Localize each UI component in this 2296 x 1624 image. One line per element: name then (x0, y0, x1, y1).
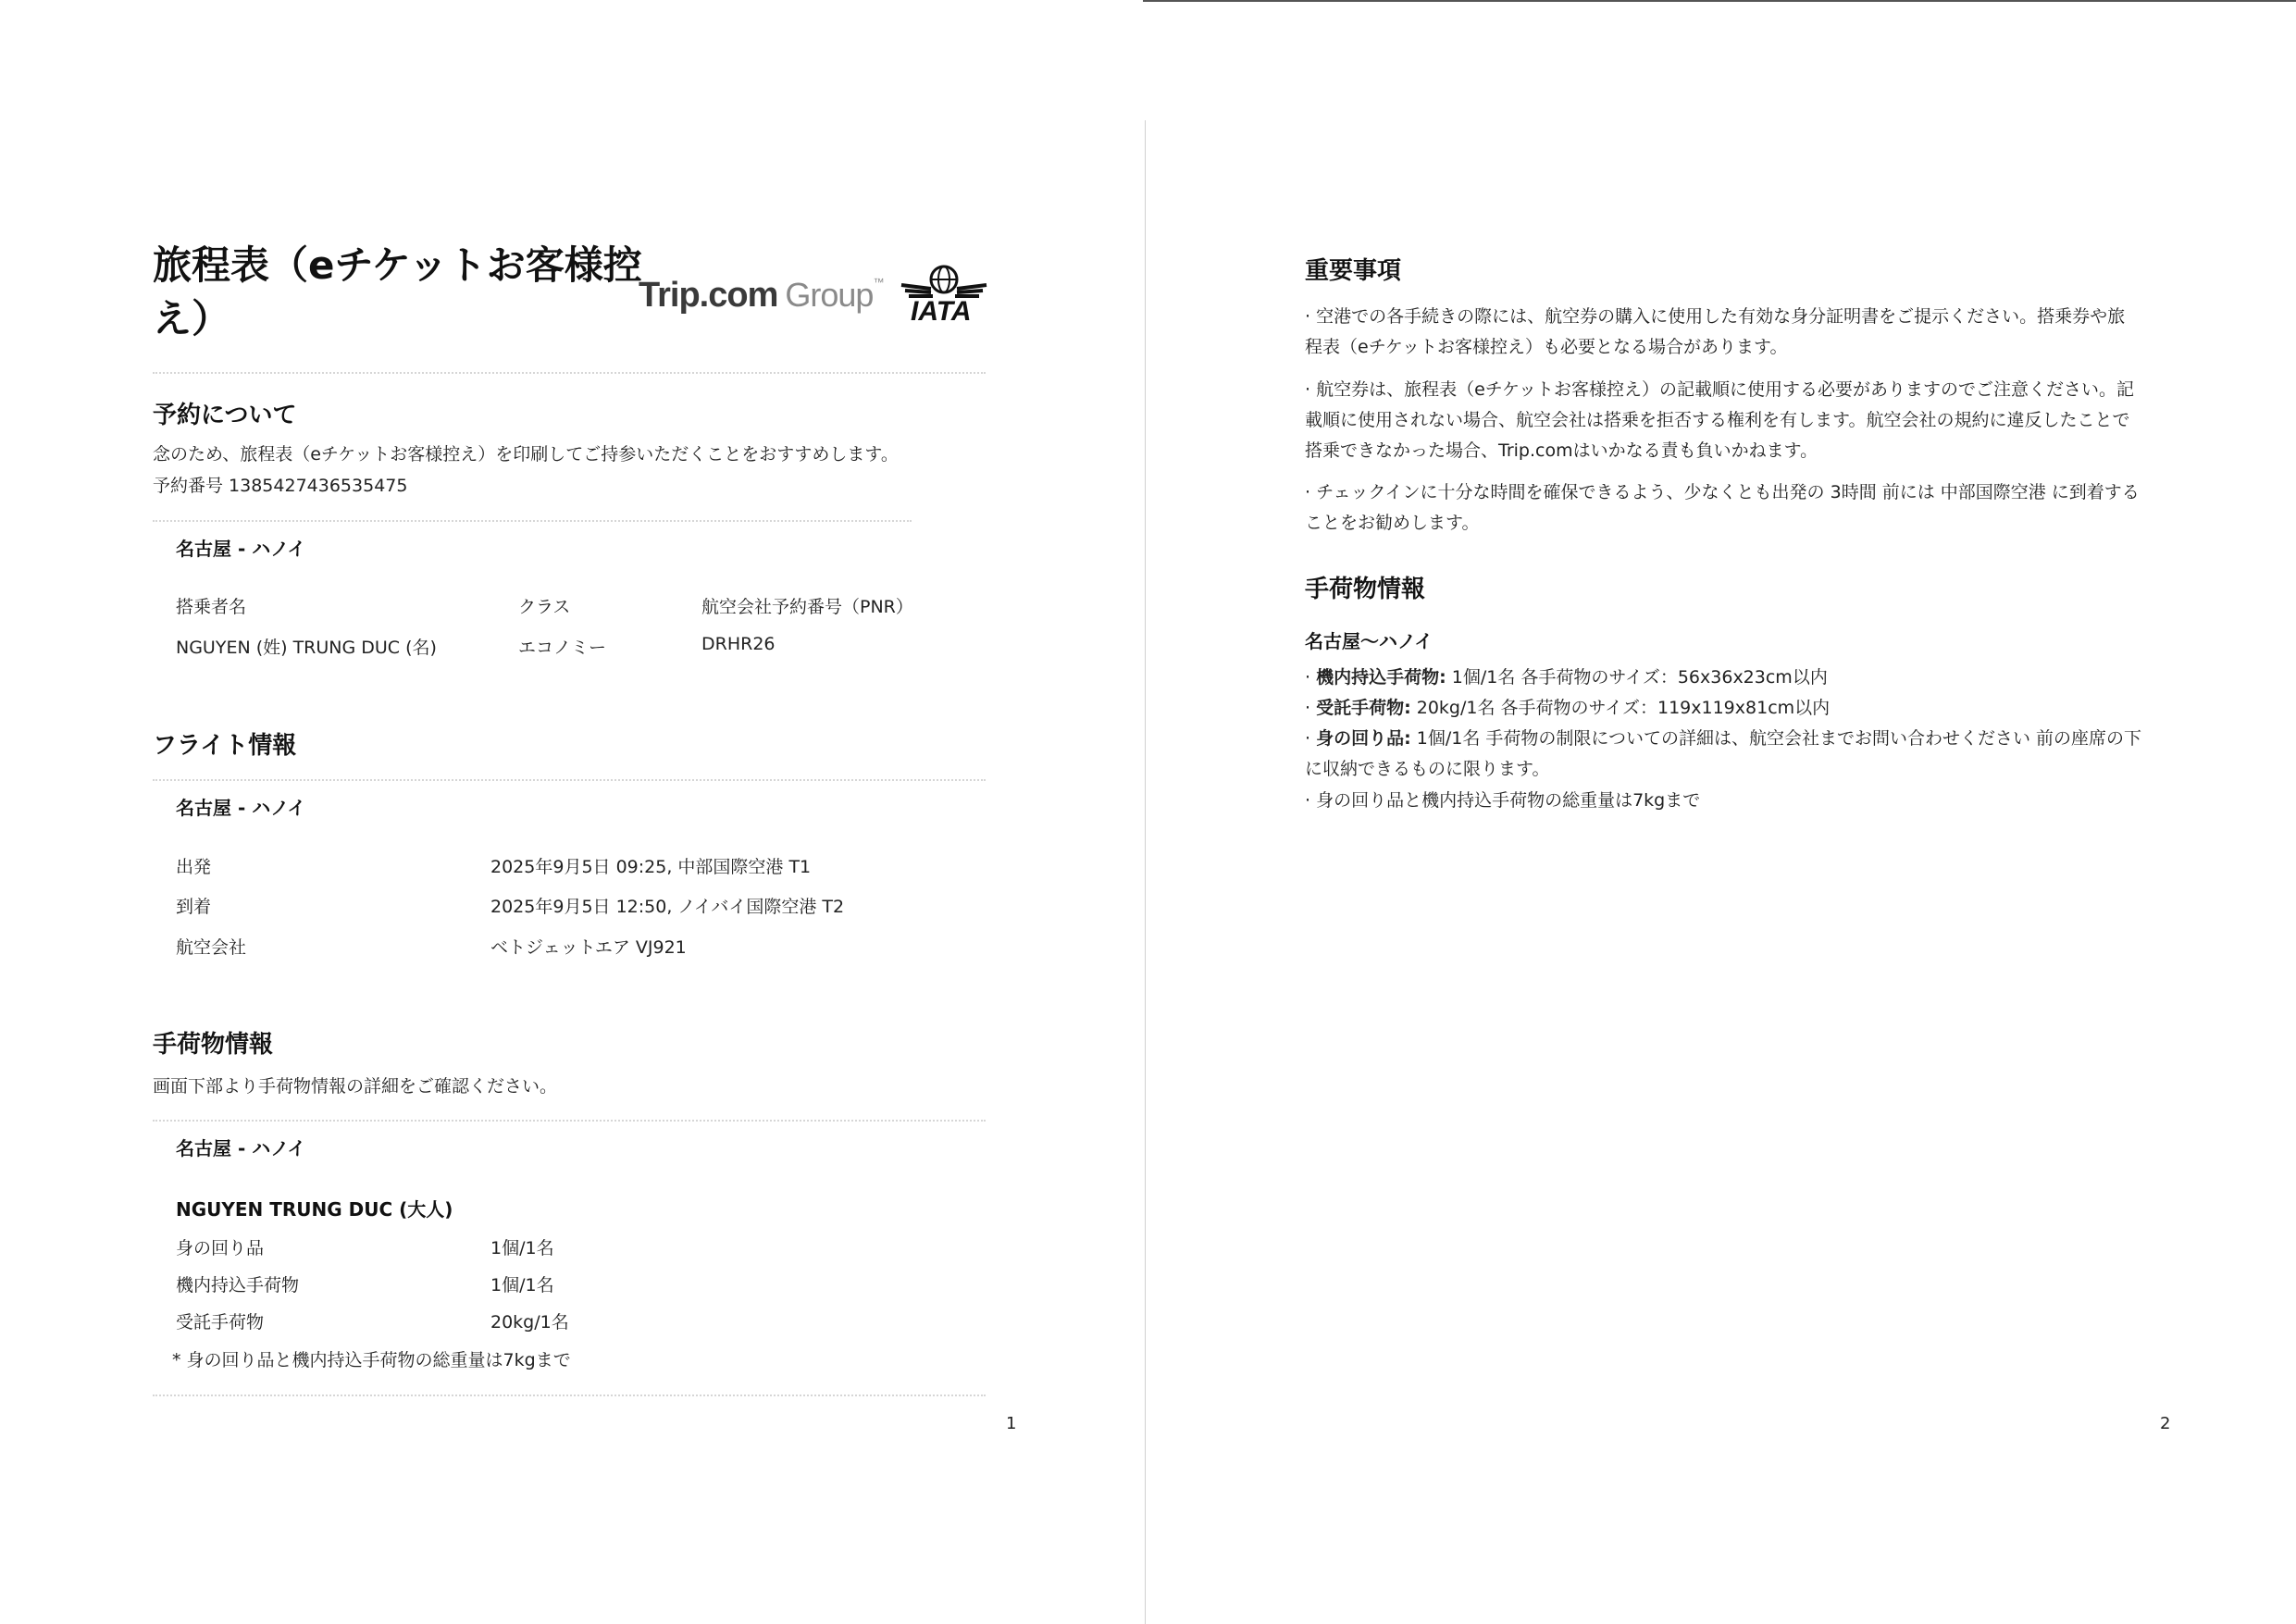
carry-on-value: 1個/1名 (490, 1275, 554, 1295)
personal-item-label: 身の回り品 (176, 1238, 265, 1258)
flight-route: 名古屋 - ハノイ (176, 797, 306, 819)
important-heading: 重要事項 (1305, 257, 1402, 285)
personal-item-value: 1個/1名 (490, 1238, 554, 1258)
passenger-class: エコノミー (518, 638, 607, 658)
checked-baggage-value: 20kg/1名 (490, 1312, 569, 1333)
divider (153, 520, 912, 522)
baggage-footnote: * 身の回り品と機内持込手荷物の総重量は7kgまで (172, 1350, 571, 1370)
baggage-note: 画面下部より手荷物情報の詳細をご確認ください。 (153, 1076, 558, 1097)
passenger-route: 名古屋 - ハノイ (176, 538, 306, 560)
pnr-value: DRHR26 (701, 634, 776, 654)
passenger-name-header: 搭乗者名 (176, 597, 247, 617)
baggage-heading: 手荷物情報 (153, 1031, 274, 1059)
airline-value: ベトジェットエア VJ921 (490, 937, 687, 958)
arrival-value: 2025年9月5日 12:50, ノイバイ国際空港 T2 (490, 897, 845, 917)
carry-on-detail: · 機内持込手荷物: 1個/1名 各手荷物のサイズ：56x36x23cm以内 (1305, 667, 1828, 688)
important-item: · 航空券は、旅程表（eチケットお客様控え）の記載順に使用する必要がありますのでご注意ください。記載順に使用されない場合、航空会社は搭乗を拒否する権利を有します。航空会社の規約に違反したことで搭乗できなかった場合、Trip.comはいかなる責も負いかねます。 (1305, 379, 2135, 461)
page-top-edge (1143, 0, 2296, 2)
checked-detail-text: 20kg/1名 各手荷物のサイズ：119x119x81cm以内 (1410, 698, 1831, 718)
carry-on-detail-label: 機内持込手荷物: (1316, 667, 1446, 688)
carry-on-label: 機内持込手荷物 (176, 1275, 300, 1295)
arrival-label: 到着 (176, 897, 212, 917)
document-title-line-2: え） (153, 296, 231, 341)
important-item: · 空港での各手続きの際には、航空券の購入に使用した有効な身分証明書をご提示ください。搭乗券や旅程表（eチケットお客様控え）も必要となる場合があります。 (1305, 306, 2126, 357)
important-item: · チェックインに十分な時間を確保できるよう、少なくとも出発の 3時間 前には 中部国際空港 に到着することをお勧めします。 (1305, 482, 2140, 533)
document-title-line-1: 旅程表（eチケットお客様控 (153, 242, 642, 288)
iata-wordmark: IATA (911, 296, 972, 327)
page-number: 1 (1006, 1414, 1017, 1433)
booking-heading: 予約について (153, 402, 297, 429)
baggage-route: 名古屋 - ハノイ (176, 1137, 306, 1159)
page-number: 2 (2160, 1414, 2171, 1433)
trip-com-group-logo: Trip.com Group™ (639, 276, 885, 315)
flight-heading: フライト情報 (153, 732, 297, 760)
checked-detail-label: 受託手荷物: (1316, 698, 1411, 718)
personal-item-detail-text: 1個/1名 手荷物の制限についての詳細は、航空会社までお問い合わせください 前の座席の下に収納できるものに限ります。 (1305, 728, 2142, 779)
baggage-info-heading: 手荷物情報 (1305, 576, 1426, 603)
baggage-passenger: NGUYEN TRUNG DUC (大人) (176, 1198, 453, 1221)
departure-label: 出発 (176, 857, 212, 877)
passenger-name: NGUYEN (姓) TRUNG DUC (名) (176, 638, 437, 658)
divider (153, 1395, 986, 1396)
booking-number: 予約番号 1385427436535475 (153, 476, 408, 496)
group-wordmark: Group (785, 276, 874, 314)
checked-baggage-label: 受託手荷物 (176, 1312, 265, 1333)
airline-label: 航空会社 (176, 937, 247, 958)
departure-value: 2025年9月5日 09:25, 中部国際空港 T1 (490, 857, 812, 877)
class-header: クラス (518, 597, 571, 617)
iata-logo (898, 261, 990, 326)
booking-note: 念のため、旅程表（eチケットお客様控え）を印刷してご持参いただくことをおすすめします。 (153, 444, 899, 465)
personal-item-detail-label: 身の回り品: (1316, 728, 1411, 749)
divider (153, 1120, 986, 1122)
pnr-header: 航空会社予約番号（PNR） (701, 597, 913, 617)
checked-detail: · 受託手荷物: 20kg/1名 各手荷物のサイズ：119x119x81cm以内 (1305, 698, 1831, 718)
personal-item-detail: · 身の回り品: 1個/1名 手荷物の制限についての詳細は、航空会社までお問い合わせください 前の座席の下に収納できるものに限ります。 (1305, 728, 2142, 779)
weight-note: · 身の回り品と機内持込手荷物の総重量は7kgまで (1305, 790, 1701, 811)
baggage-route-detail: 名古屋〜ハノイ (1305, 630, 1433, 652)
trip-com-wordmark: Trip.com (639, 276, 778, 315)
carry-on-detail-text: 1個/1名 各手荷物のサイズ：56x36x23cm以内 (1446, 667, 1828, 688)
page-divider (1145, 120, 1146, 1624)
divider (153, 372, 986, 374)
divider (153, 779, 986, 781)
document-title (153, 239, 642, 346)
